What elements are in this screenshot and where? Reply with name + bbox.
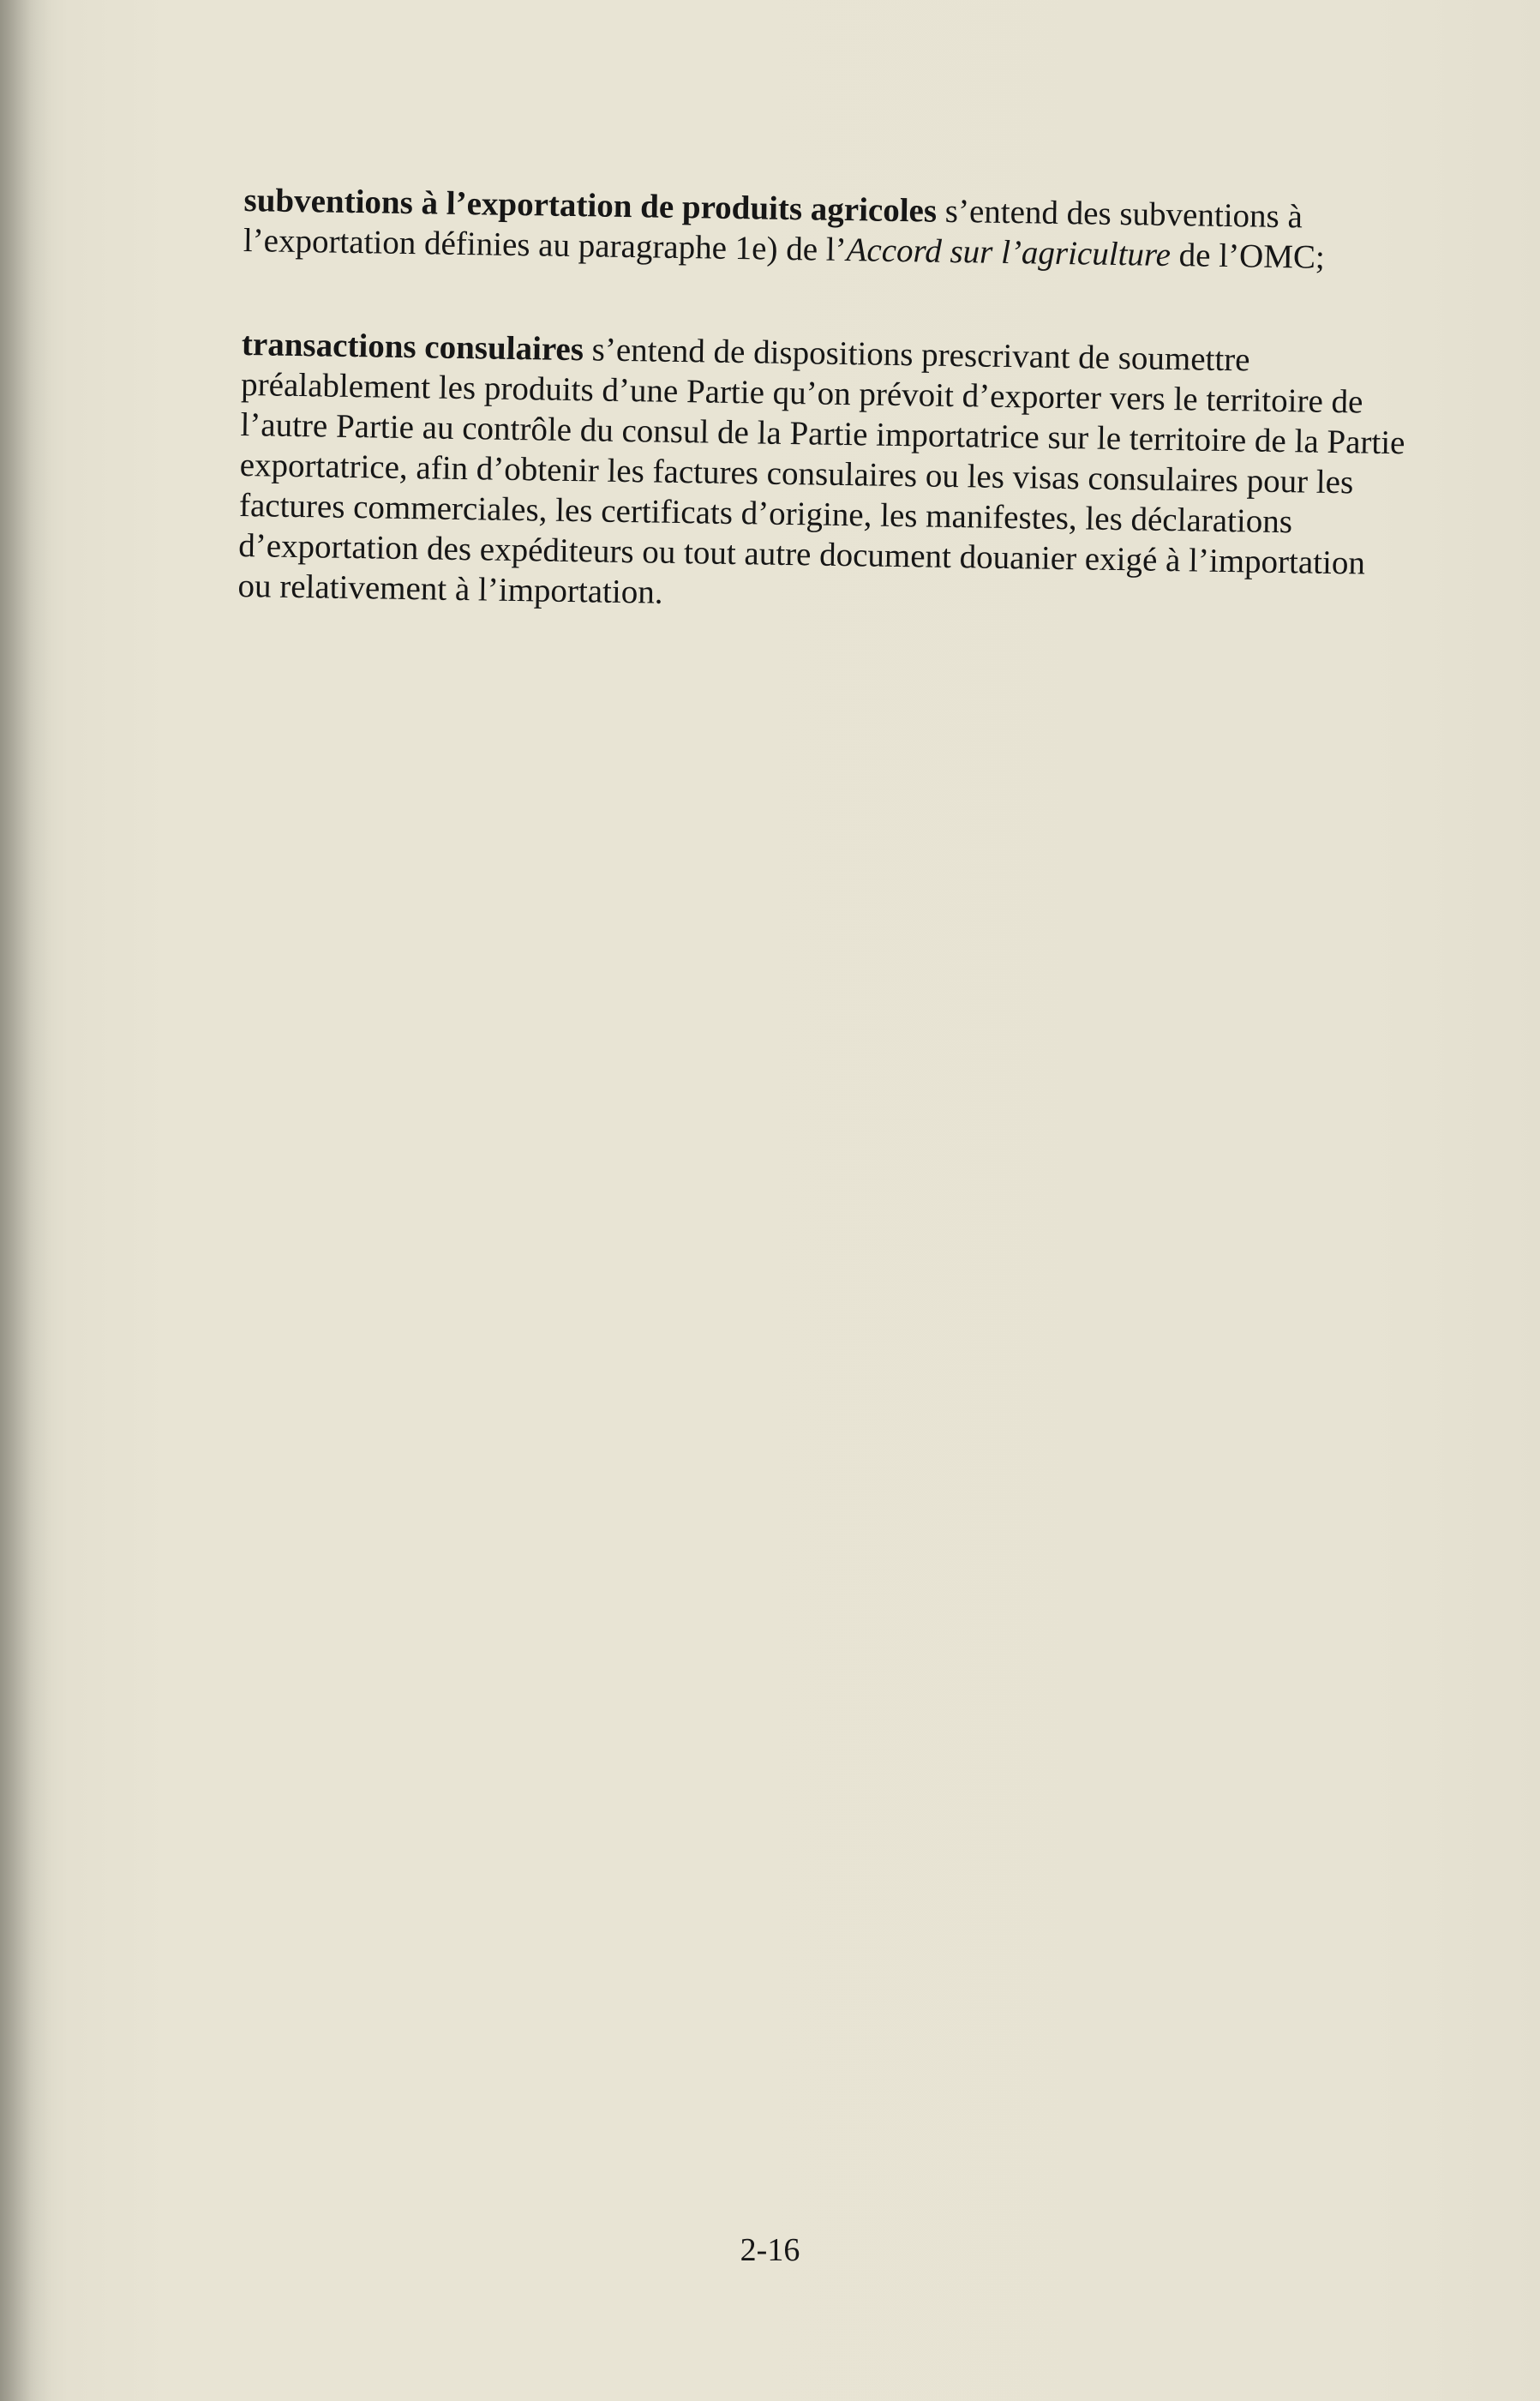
definition-term: subventions à l’exportation de produits agricoles bbox=[243, 181, 938, 230]
definition-text-end: de l’OMC; bbox=[1170, 236, 1326, 276]
definition-consular-transactions bbox=[237, 324, 1407, 624]
definition-text: s’entend de dispositions prescrivant de soumettre préalablement les produits d’une Partie qu’on prévoit d’exporter vers le territoire de l’autre Partie au contrôle du consul de la Partie importatrice sur le territoire de la Partie exportatrice, afin d’obtenir les factures consulaires ou les visas consulaires pour les factures commerciales, les certificats d’origine, les manifestes, les déclarations d’exportation des expéditeurs ou tout autre document douanier exigé à l’importation ou relativement à l’importation. bbox=[237, 331, 1405, 611]
definition-export-subsidies bbox=[243, 180, 1410, 279]
definitions-block bbox=[237, 180, 1410, 687]
agreement-title: Accord sur l’agriculture bbox=[846, 231, 1171, 273]
definition-text: s’entend des subventions à l’exportation définies au paragraphe 1e) de l’ bbox=[243, 192, 1303, 269]
binding-shadow bbox=[0, 0, 51, 2401]
definition-term: transactions consulaires bbox=[241, 325, 584, 369]
page-number: 2-16 bbox=[740, 2232, 800, 2268]
